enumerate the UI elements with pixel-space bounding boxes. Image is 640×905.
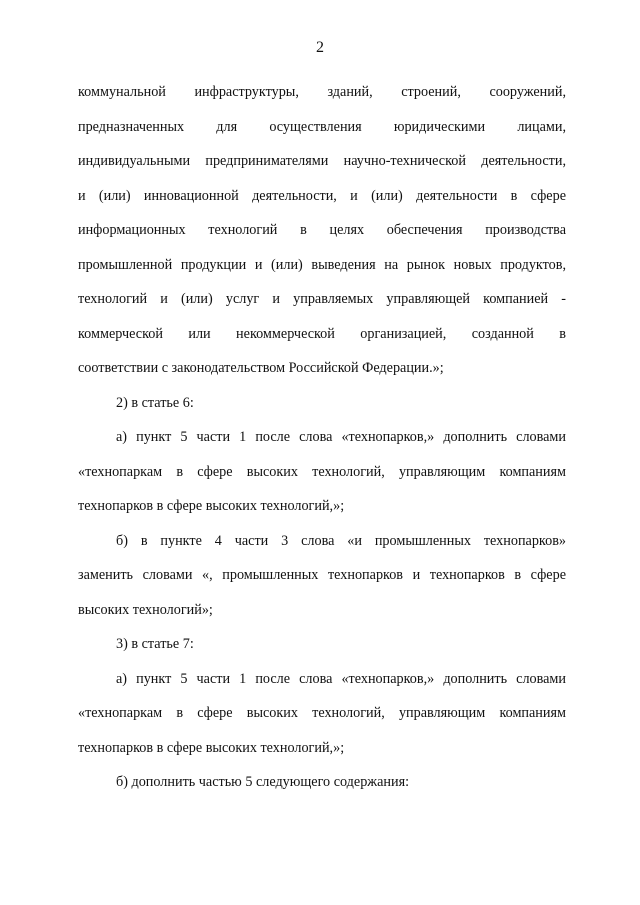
text-line: промышленной продукции и (или) выведения на рынок новых продуктов,	[78, 256, 566, 273]
list-item-heading: 2) в статье 6:	[116, 394, 194, 411]
text-line: б) дополнить частью 5 следующего содержания:	[116, 774, 410, 790]
text-line: «технопаркам в сфере высоких технологий, управляющим компаниям	[78, 463, 566, 480]
text-line: а) пункт 5 части 1 после слова «технопарков,» дополнить словами	[116, 670, 566, 687]
text-line: индивидуальными предпринимателями научно-технической деятельности,	[78, 153, 566, 169]
text-line: предназначенных для осуществления юридическими лицами,	[78, 118, 566, 135]
text-line: технологий и (или) услуг и управляемых управляющей компанией -	[78, 291, 566, 307]
text-line: технопарков в сфере высоких технологий,»;	[78, 498, 345, 514]
text-line: соответствии с законодательством Российской Федерации.»;	[78, 360, 444, 376]
document-body	[78, 75, 566, 800]
text-line: технопарков в сфере высоких технологий,»;	[78, 739, 345, 756]
text-line: а) пункт 5 части 1 после слова «технопарков,» дополнить словами	[116, 429, 566, 445]
list-item-heading: 3) в статье 7:	[116, 636, 194, 652]
text-line: коммунальной инфраструктуры, зданий, строений, сооружений,	[78, 84, 566, 100]
text-line: высоких технологий»;	[78, 601, 213, 618]
text-line: информационных технологий в целях обеспечения производства	[78, 222, 566, 238]
text-line: б) в пункте 4 части 3 слова «и промышленных технопарков»	[116, 532, 566, 549]
text-line: «технопаркам в сфере высоких технологий, управляющим компаниям	[78, 705, 566, 721]
page-number: 2	[316, 39, 324, 56]
text-line: и (или) инновационной деятельности, и (или) деятельности в сфере	[78, 187, 566, 204]
text-line: коммерческой или некоммерческой организацией, созданной в	[78, 325, 566, 342]
text-line: заменить словами «, промышленных технопарков и технопарков в сфере	[78, 567, 566, 583]
